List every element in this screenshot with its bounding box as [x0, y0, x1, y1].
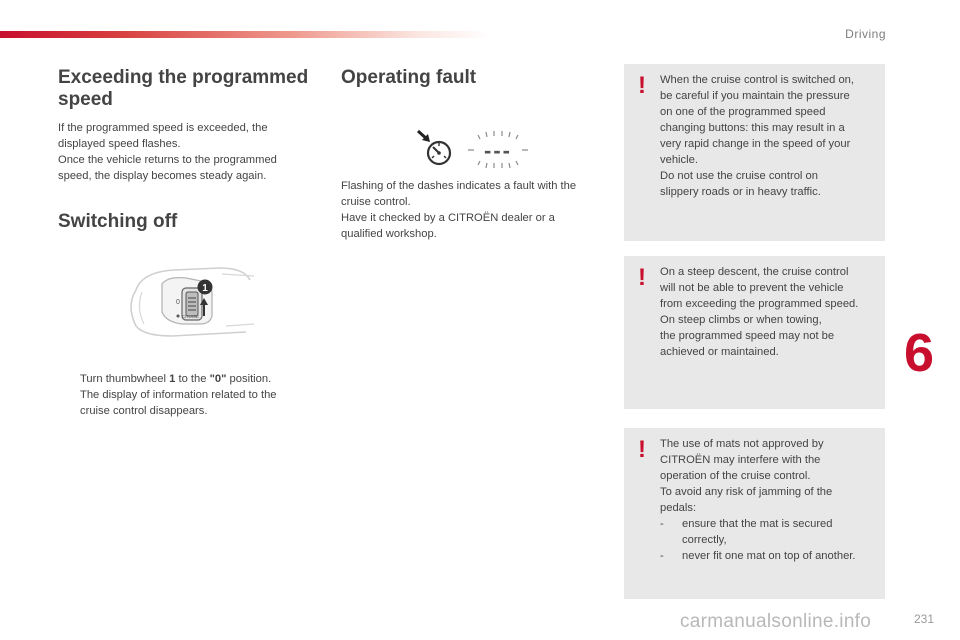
instruction-prefix: Turn thumbwheel [80, 373, 170, 385]
text-line: On a steep descent, the cruise control [660, 266, 849, 278]
text-line: operation of the cruise control. [660, 470, 811, 482]
text-line: ensure that the mat is secured [682, 518, 833, 530]
exceeding-title [58, 67, 308, 111]
instruction-suffix: position. [226, 373, 272, 385]
text-line: correctly, [682, 534, 727, 546]
text-line: Have it checked by a CITROËN dealer or a [341, 212, 555, 224]
operating-fault-paragraph [341, 178, 611, 242]
exclamation-icon: ! [638, 436, 646, 463]
cruise-label: CRUISE [182, 314, 200, 319]
warning-text [660, 436, 882, 564]
list-item [660, 548, 882, 564]
switching-off-instruction [80, 371, 320, 419]
text-line: from exceeding the programmed speed. [660, 298, 859, 310]
cruise-fault-display-illustration [414, 128, 530, 168]
text-line: be careful if you maintain the pressure [660, 90, 850, 102]
text-line: will not be able to prevent the vehicle [660, 282, 844, 294]
list-dash: - [660, 550, 664, 562]
text-line: changing buttons: this may result in a [660, 122, 845, 134]
position-value: "0" [209, 373, 227, 385]
warning-box [624, 64, 885, 241]
text-line: pedals: [660, 502, 697, 514]
text-line: displayed speed flashes. [58, 138, 181, 150]
page-number: 231 [913, 612, 934, 626]
text-line: cruise control. [341, 196, 411, 208]
exclamation-icon: ! [638, 72, 646, 99]
text-line: qualified workshop. [341, 228, 437, 240]
text-line: the programmed speed may not be [660, 330, 835, 342]
position-zero-label: 0 [176, 299, 180, 306]
warning-text [660, 72, 882, 200]
text-line: If the programmed speed is exceeded, the [58, 122, 268, 134]
text-line: slippery roads or in heavy traffic. [660, 186, 821, 198]
exclamation-icon: ! [638, 264, 646, 291]
steering-wheel-illustration [122, 262, 262, 342]
list-item [660, 516, 882, 548]
text-line: cruise control disappears. [80, 405, 208, 417]
text-line: on one of the programmed speed [660, 106, 826, 118]
text-line: achieved or maintained. [660, 346, 779, 358]
text-line: CITROËN may interfere with the [660, 454, 821, 466]
text-line: The display of information related to the [80, 389, 277, 401]
watermark: carmanualsonline.info [680, 611, 872, 632]
text-line: When the cruise control is switched on, [660, 74, 855, 86]
exceeding-paragraph [58, 120, 318, 184]
top-accent-bar [0, 31, 490, 38]
section-label: Driving [845, 27, 886, 41]
exceeding-title-line1: Exceeding the programmed [58, 67, 309, 88]
operating-fault-title: Operating fault [341, 67, 477, 88]
text-line: very rapid change in the speed of your [660, 138, 851, 150]
text-line: vehicle. [660, 154, 698, 166]
fault-dashes: --- [484, 138, 512, 163]
exceeding-title-line2: speed [58, 89, 113, 110]
thumbwheel-number: 1 [169, 373, 176, 385]
text-line: speed, the display becomes steady again. [58, 170, 267, 182]
warning-text [660, 264, 882, 360]
text-line: never fit one mat on top of another. [682, 550, 856, 562]
text-line [80, 371, 320, 387]
text-line: On steep climbs or when towing, [660, 314, 822, 326]
text-line: Do not use the cruise control on [660, 170, 818, 182]
warning-box [624, 428, 885, 599]
list-dash: - [660, 518, 664, 530]
list-item-text [682, 548, 856, 564]
text-line: To avoid any risk of jamming of the [660, 486, 833, 498]
text-line: The use of mats not approved by [660, 438, 824, 450]
list-item-text [682, 516, 833, 548]
switching-off-title: Switching off [58, 211, 178, 232]
text-line: Flashing of the dashes indicates a fault with the [341, 180, 577, 192]
instruction-middle: to the [175, 373, 210, 385]
thumbwheel-marker-label: 1 [202, 283, 208, 294]
chapter-number: 6 [904, 323, 935, 383]
warning-box [624, 256, 885, 409]
text-line: Once the vehicle returns to the programmed [58, 154, 277, 166]
